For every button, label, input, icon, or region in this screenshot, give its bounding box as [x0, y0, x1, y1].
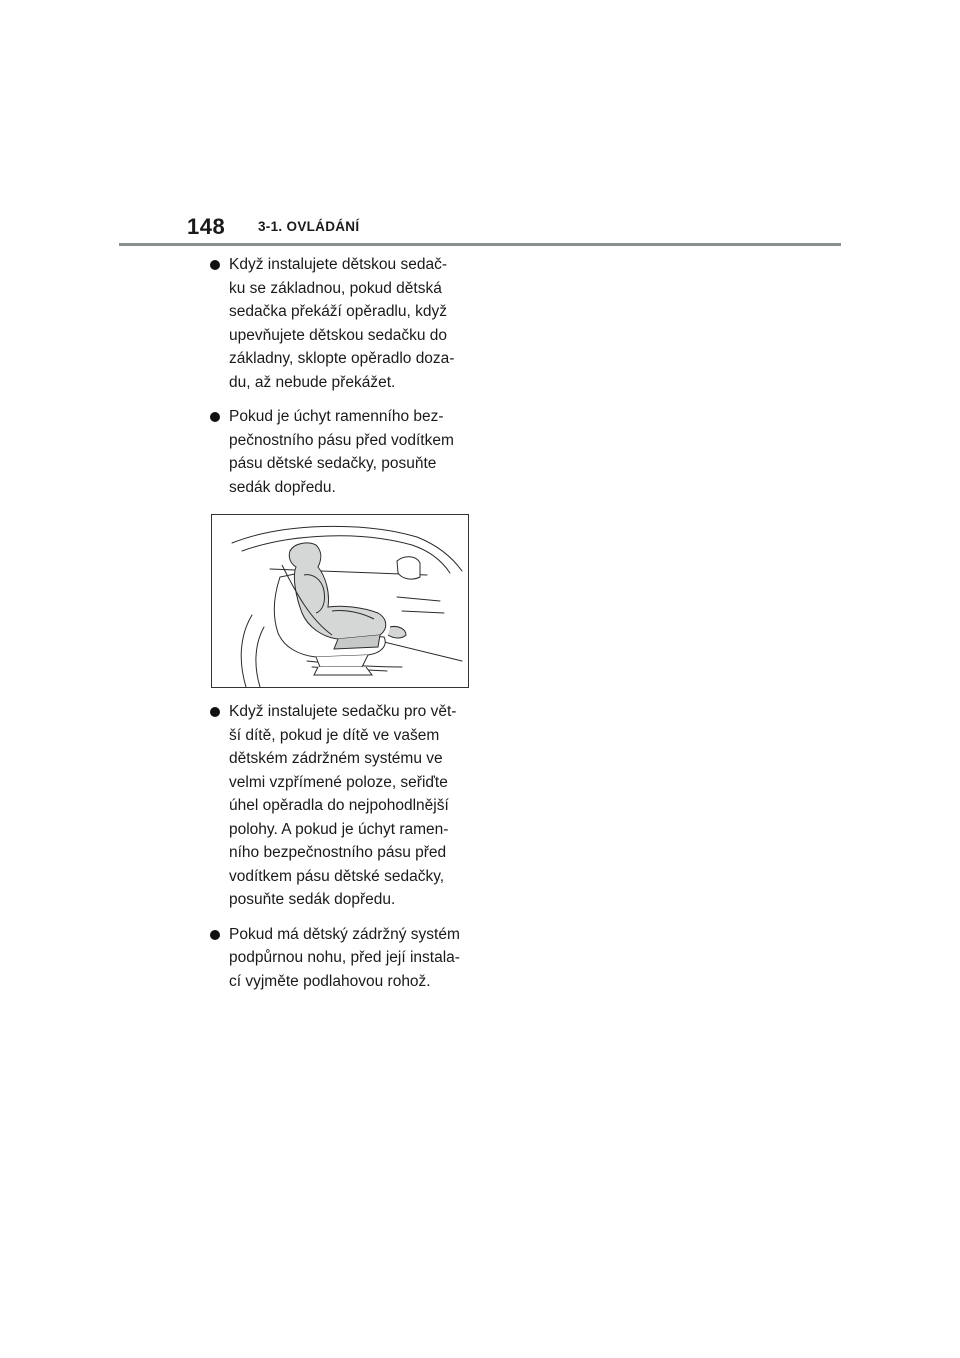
- text-line: polohy. A pokud je úchyt ramen-: [229, 820, 449, 838]
- text-line: sedák dopředu.: [229, 478, 336, 496]
- bullet-item: [208, 923, 478, 994]
- bullet-dot-icon: [210, 260, 220, 270]
- bullet-dot-icon: [210, 930, 220, 940]
- text-line: posuňte sedák dopředu.: [229, 891, 396, 908]
- bullet-dot-icon: [210, 707, 220, 717]
- text-line: ší dítě, pokud je dítě ve vašem: [229, 726, 440, 744]
- text-line: ního bezpečnostního pásu před: [229, 844, 447, 861]
- bullet-dot-icon: [210, 412, 220, 422]
- text-line: podpůrnou nohu, před její instala-: [229, 949, 460, 966]
- bullet-item: [208, 253, 478, 394]
- text-line: cí vyjměte podlahovou rohož.: [229, 972, 431, 990]
- text-line: sedačka překáží opěradlu, když: [229, 303, 447, 320]
- text-line: pásu dětské sedačky, posuňte: [229, 455, 437, 472]
- text-line: Když instalujete dětskou sedač-: [229, 256, 447, 273]
- bullet-item: [208, 700, 478, 912]
- text-line: vodítkem pásu dětské sedačky,: [229, 867, 445, 885]
- text-line: velmi vzpřímené poloze, seřiďte: [229, 773, 448, 791]
- bullet-item: [208, 405, 478, 499]
- page-number: 148: [187, 214, 226, 239]
- text-line: Pokud má dětský zádržný systém: [229, 925, 460, 943]
- section-title: 3-1. OVLÁDÁNÍ: [258, 219, 360, 234]
- text-line: Pokud je úchyt ramenního bez-: [229, 408, 444, 425]
- text-line: ku se základnou, pokud dětská: [229, 279, 442, 297]
- text-line: upevňujete dětskou sedačku do: [229, 326, 448, 344]
- text-line: dětském zádržném systému ve: [229, 750, 443, 767]
- text-line: základny, sklopte opěradlo doza-: [229, 350, 455, 367]
- text-line: pečnostního pásu před vodítkem: [229, 431, 454, 449]
- text-line: du, až nebude překážet.: [229, 373, 396, 391]
- header-divider: [119, 243, 841, 246]
- text-line: úhel opěradla do nejpohodlnější: [229, 797, 449, 814]
- text-line: Když instalujete sedačku pro vět-: [229, 703, 457, 720]
- content-column: [208, 253, 478, 1004]
- car-interior-drawing: [212, 515, 468, 687]
- child-seat-in-car-illustration: [211, 514, 469, 688]
